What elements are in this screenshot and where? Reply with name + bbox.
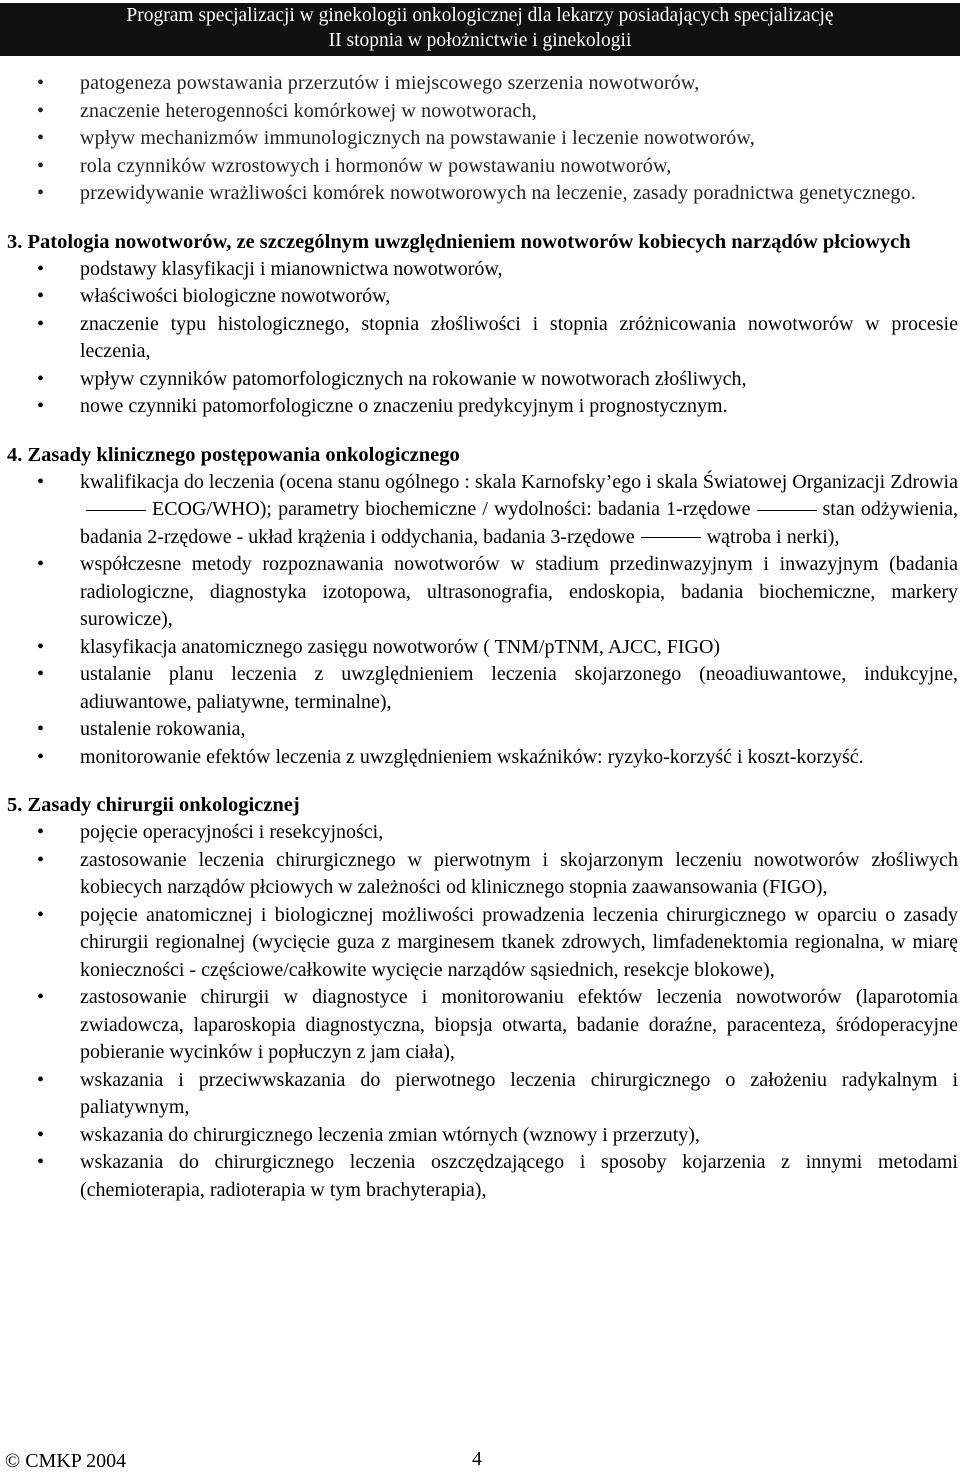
section-number: 4. (7, 443, 23, 466)
list-item: • współczesne metody rozpoznawania nowotworów w stadium przedinwazyjnym i inwazyjnym (badania radiologiczne, diagnostyka izotopowa, ultrasonografia, endoskopia, badania biochemiczne, markery surowicze), (37, 553, 958, 630)
list-item: • wpływ czynników patomorfologicznych na rokowanie w nowotworach złośliwych, (0, 366, 958, 394)
list-item: • kwalifikacja do leczenia (ocena stanu ogólnego : skala Karnofsky’ego i skala Światowej Organizacji ZdrowiaECOG/WHO); parametry biochemiczne / wydolności: badania 1-rzędowe stan odżywienia, badania 2-rzędowe - układ krążenia i oddychania, badania 3-rzędowe wątroba i nerki), (37, 470, 959, 548)
list-item: • ustalanie planu leczenia z uwzględnieniem leczenia skojarzonego (neoadiuwantowe, indukcyjne, adiuwantowe, paliatywne, terminalne), (37, 663, 958, 713)
list-item: • podstawy klasyfikacji i mianownictwa nowotworów, (0, 256, 958, 284)
bullet-icon: • (37, 553, 45, 575)
list-item: • przewidywanie wrażliwości komórek nowotworowych na leczenie, zasady poradnictwa genetycznego. (0, 180, 958, 208)
list-item: • wskazania do chirurgicznego leczenia oszczędzającego i sposoby kojarzenia z innymi metodami (chemioterapia, radioterapia w tym brachyterapia), (37, 1151, 958, 1201)
bullet-icon: • (37, 182, 45, 204)
section-heading (0, 441, 958, 469)
list-item: • znaczenie typu histologicznego, stopnia złośliwości i stopnia zróżnicowania nowotworów w procesie leczenia, (37, 312, 958, 362)
list-item: • ustalenie rokowania, (0, 716, 958, 744)
section-title: Zasady klinicznego postępowania onkologicznego (27, 443, 460, 466)
list-item: • zastosowanie leczenia chirurgicznego w pierwotnym i skojarzonym leczeniu nowotworów złośliwych kobiecych narządów płciowych w zależności od klinicznego stopnia zaawansowania (FIGO), (37, 848, 958, 898)
bullet-icon: • (37, 903, 45, 926)
bullet-icon: • (37, 72, 45, 94)
bullet-icon: • (37, 1123, 45, 1146)
section-title: Zasady chirurgii onkologicznej (27, 794, 300, 816)
list-item: • wskazania do chirurgicznego leczenia zmian wtórnych (wznowy i przerzuty), (0, 1122, 958, 1150)
em-dash-line (641, 537, 701, 538)
section-4-list (0, 469, 958, 772)
intro-list (0, 70, 958, 208)
section-3-list (0, 256, 958, 421)
list-item: • wpływ mechanizmów immunologicznych na powstawanie i leczenie nowotworów, (0, 125, 958, 153)
bullet-icon: • (37, 257, 45, 280)
em-dash-line (757, 510, 817, 511)
list-item: • patogeneza powstawania przerzutów i miejscowego szerzenia nowotworów, (0, 70, 958, 98)
list-item: • klasyfikacja anatomicznego zasięgu nowotworów ( TNM/pTNM, AJCC, FIGO) (0, 634, 958, 662)
bullet-icon: • (37, 821, 45, 843)
bullet-icon: • (37, 127, 45, 149)
bullet-icon: • (37, 745, 45, 768)
bullet-icon: • (37, 1068, 45, 1091)
copyright: © CMKP 2004 (5, 1450, 127, 1472)
bullet-icon: • (37, 663, 45, 685)
bullet-icon: • (37, 99, 45, 122)
section-title: Patologia nowotworów, ze szczególnym uwzględnieniem nowotworów kobiecych narządów płciowych (27, 230, 911, 253)
bullet-icon: • (37, 285, 45, 307)
list-item: • rola czynników wzrostowych i hormonów w powstawaniu nowotworów, (0, 153, 958, 181)
page-header (0, 3, 960, 56)
section-number: 5. (7, 794, 23, 816)
section-3 (0, 228, 958, 421)
section-heading (0, 228, 958, 256)
em-dash-line (86, 510, 146, 511)
bullet-icon: • (37, 312, 45, 335)
bullet-icon: • (37, 470, 45, 493)
list-item: • monitorowanie efektów leczenia z uwzględnieniem wskaźników: ryzyko-korzyść i koszt-korzyść. (0, 744, 958, 772)
page-number: 4 (472, 1448, 482, 1470)
list-item: • pojęcie operacyjności i resekcyjności, (0, 819, 958, 847)
list-item: • znaczenie heterogenności komórkowej w nowotworach, (0, 98, 958, 126)
section-5 (0, 791, 958, 1204)
list-item: • nowe czynniki patomorfologiczne o znaczeniu predykcyjnym i prognostycznym. (0, 393, 958, 421)
header-line-1: Program specjalizacji w ginekologii onkologicznej dla lekarzy posiadających specjalizację (126, 5, 834, 26)
list-item: • właściwości biologiczne nowotworów, (0, 283, 958, 311)
list-item: • zastosowanie chirurgii w diagnostyce i monitorowaniu efektów leczenia nowotworów (laparotomia zwiadowcza, laparoskopia diagnostyczna, biopsja otwarta, badanie doraźne, paracenteza, śródoperacyjne pobieranie wycinków i popłuczyn z jam ciała), (37, 986, 958, 1063)
list-item: • wskazania i przeciwwskazania do pierwotnego leczenia chirurgicznego o założeniu radykalnym i paliatywnym, (37, 1068, 958, 1118)
section-heading (0, 791, 958, 819)
bullet-icon: • (37, 154, 45, 177)
bullet-icon: • (37, 395, 45, 417)
bullet-icon: • (37, 635, 45, 658)
section-number: 3. (7, 230, 23, 253)
section-4 (0, 441, 958, 772)
section-5-list (0, 819, 958, 1204)
document-body (0, 70, 958, 1204)
list-item: • pojęcie anatomicznej i biologicznej możliwości prowadzenia leczenia chirurgicznego w oparciu o zasady chirurgii regionalnej (wycięcie guza z marginesem tkanek zdrowych, limfadenektomia regionalna, w miarę konieczności - częściowe/całkowite wycięcie narządów sąsiednich, resekcje blokowe), (37, 903, 958, 981)
bullet-icon: • (37, 367, 45, 390)
bullet-icon: • (37, 848, 45, 871)
bullet-icon: • (37, 718, 45, 740)
bullet-icon: • (37, 986, 45, 1008)
header-line-2: II stopnia w położnictwie i ginekologii (328, 30, 632, 51)
bullet-icon: • (37, 1151, 45, 1173)
